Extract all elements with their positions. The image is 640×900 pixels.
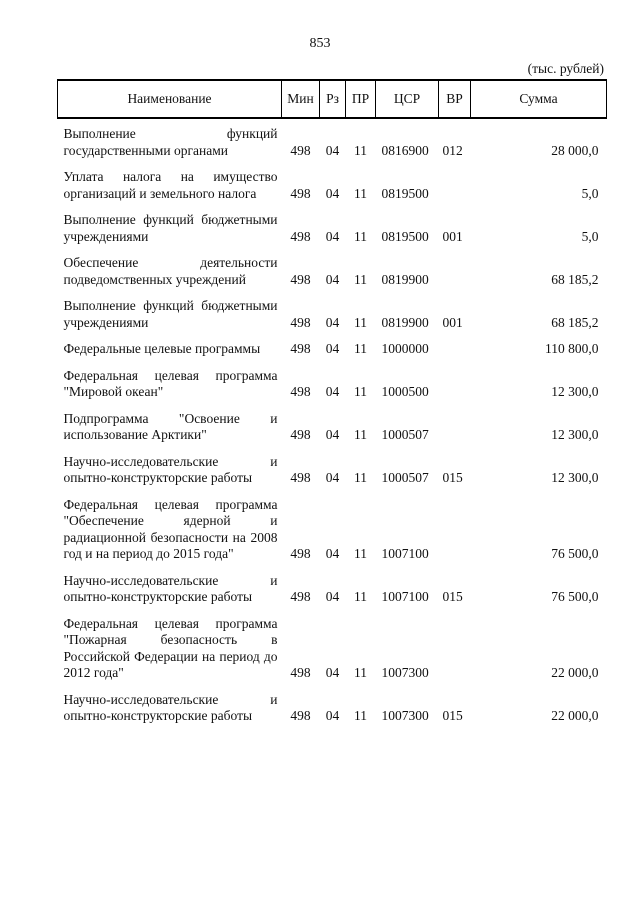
cell-vr: [439, 245, 471, 288]
table-row: [58, 331, 607, 358]
cell-vr: 015: [442, 708, 463, 723]
cell-rz: 04: [325, 341, 340, 356]
cell-csr: 1000000: [381, 341, 429, 356]
cell-min: 498: [290, 142, 311, 158]
cell-pr: 11: [354, 589, 367, 604]
cell-vr: [439, 159, 471, 202]
cell-pr: 11: [354, 546, 367, 561]
cell-name: Подпрограмма "Освоение и использование Арктики": [63, 410, 278, 442]
cell-name: Выполнение функций бюджетными учреждениями: [63, 298, 278, 330]
cell-name: Федеральная целевая программа "Обеспечение ядерной и радиационной безопасности на 2008 год и на период до 2015 года": [63, 496, 278, 561]
cell-sum: 12 300,0: [551, 427, 599, 442]
header-rz: Рз: [320, 80, 346, 118]
cell-rz: 04: [325, 384, 340, 399]
cell-name: Обеспечение деятельности подведомственных учреждений: [63, 255, 278, 287]
cell-name: Выполнение функций бюджетными учреждениями: [63, 212, 278, 244]
table-row: [58, 444, 607, 487]
cell-rz: 04: [325, 185, 340, 201]
budget-table: [57, 79, 607, 725]
cell-csr: 1007100: [381, 589, 429, 604]
cell-csr: 0819500: [381, 228, 429, 244]
cell-csr: 1007300: [381, 708, 429, 723]
cell-vr: 012: [442, 142, 463, 158]
cell-pr: 11: [354, 384, 367, 399]
cell-vr: [439, 606, 471, 682]
cell-csr: 1000507: [381, 470, 429, 485]
cell-min: 498: [290, 546, 311, 561]
header-min: Мин: [282, 80, 320, 118]
table-row: [58, 487, 607, 563]
table-header-row: [58, 80, 607, 118]
cell-csr: 0816900: [381, 142, 429, 158]
table-row: [58, 563, 607, 606]
cell-sum: 5,0: [581, 228, 599, 244]
cell-csr: 1007300: [381, 665, 429, 680]
table-row: [58, 288, 607, 331]
table-row: [58, 358, 607, 401]
cell-sum: 22 000,0: [551, 708, 599, 723]
cell-min: 498: [290, 427, 311, 442]
cell-min: 498: [290, 341, 311, 356]
cell-min: 498: [290, 271, 311, 287]
cell-rz: 04: [325, 589, 340, 604]
cell-pr: 11: [354, 142, 367, 158]
table-row: [58, 159, 607, 202]
cell-vr: [439, 331, 471, 358]
cell-rz: 04: [325, 470, 340, 485]
cell-min: 498: [290, 228, 311, 244]
cell-sum: 5,0: [581, 185, 599, 201]
cell-name: Федеральные целевые программы: [63, 341, 261, 356]
header-pr: ПР: [346, 80, 376, 118]
cell-vr: [439, 487, 471, 563]
page-number: 853: [309, 36, 331, 51]
cell-vr: 015: [442, 589, 463, 604]
cell-pr: 11: [354, 271, 367, 287]
table-row: [58, 606, 607, 682]
cell-sum: 68 185,2: [551, 271, 599, 287]
cell-name: Научно-исследовательские и опытно-конструкторские работы: [63, 572, 278, 604]
table-row: [58, 202, 607, 245]
cell-sum: 68 185,2: [551, 314, 599, 330]
cell-sum: 110 800,0: [545, 341, 599, 356]
cell-min: 498: [290, 665, 311, 680]
cell-pr: 11: [354, 185, 367, 201]
header-sum: Сумма: [471, 80, 607, 118]
cell-name: Выполнение функций государственными органами: [63, 126, 278, 158]
cell-sum: 12 300,0: [551, 470, 599, 485]
cell-vr: 015: [442, 470, 463, 485]
cell-name: Уплата налога на имущество организаций и земельного налога: [63, 169, 278, 201]
cell-sum: 22 000,0: [551, 665, 599, 680]
table-row: [58, 401, 607, 444]
cell-name: Научно-исследовательские и опытно-конструкторские работы: [63, 691, 278, 723]
cell-rz: 04: [325, 228, 340, 244]
cell-vr: 001: [442, 314, 463, 330]
cell-csr: 1000500: [381, 384, 429, 399]
header-name: Наименование: [58, 80, 282, 118]
table-row: [58, 682, 607, 725]
cell-name: Федеральная целевая программа "Мировой океан": [63, 367, 278, 399]
units-label: (тыс. рублей): [527, 61, 604, 76]
cell-csr: 0819900: [381, 314, 429, 330]
cell-rz: 04: [325, 708, 340, 723]
cell-name: Научно-исследовательские и опытно-конструкторские работы: [63, 453, 278, 485]
cell-rz: 04: [325, 427, 340, 442]
header-csr: ЦСР: [376, 80, 439, 118]
cell-sum: 12 300,0: [551, 384, 599, 399]
cell-min: 498: [290, 384, 311, 399]
cell-min: 498: [290, 314, 311, 330]
cell-pr: 11: [354, 228, 367, 244]
cell-csr: 1007100: [381, 546, 429, 561]
cell-rz: 04: [325, 546, 340, 561]
cell-pr: 11: [354, 665, 367, 680]
cell-vr: 001: [442, 228, 463, 244]
cell-rz: 04: [325, 665, 340, 680]
cell-pr: 11: [354, 708, 367, 723]
cell-sum: 76 500,0: [551, 589, 599, 604]
cell-min: 498: [290, 589, 311, 604]
cell-rz: 04: [325, 271, 340, 287]
cell-min: 498: [290, 185, 311, 201]
cell-pr: 11: [354, 470, 367, 485]
header-vr: ВР: [439, 80, 471, 118]
cell-sum: 28 000,0: [551, 142, 599, 158]
cell-name: Федеральная целевая программа "Пожарная безопасность в Российской Федерации на период до 2012 года": [63, 615, 278, 680]
cell-vr: [439, 401, 471, 444]
cell-pr: 11: [354, 341, 367, 356]
cell-rz: 04: [325, 314, 340, 330]
cell-csr: 0819900: [381, 271, 429, 287]
table-row: [58, 118, 607, 159]
cell-pr: 11: [354, 314, 367, 330]
cell-csr: 1000507: [381, 427, 429, 442]
cell-rz: 04: [325, 142, 340, 158]
cell-pr: 11: [354, 427, 367, 442]
cell-sum: 76 500,0: [551, 546, 599, 561]
cell-vr: [439, 358, 471, 401]
table-row: [58, 245, 607, 288]
cell-min: 498: [290, 470, 311, 485]
cell-csr: 0819500: [381, 185, 429, 201]
cell-min: 498: [290, 708, 311, 723]
